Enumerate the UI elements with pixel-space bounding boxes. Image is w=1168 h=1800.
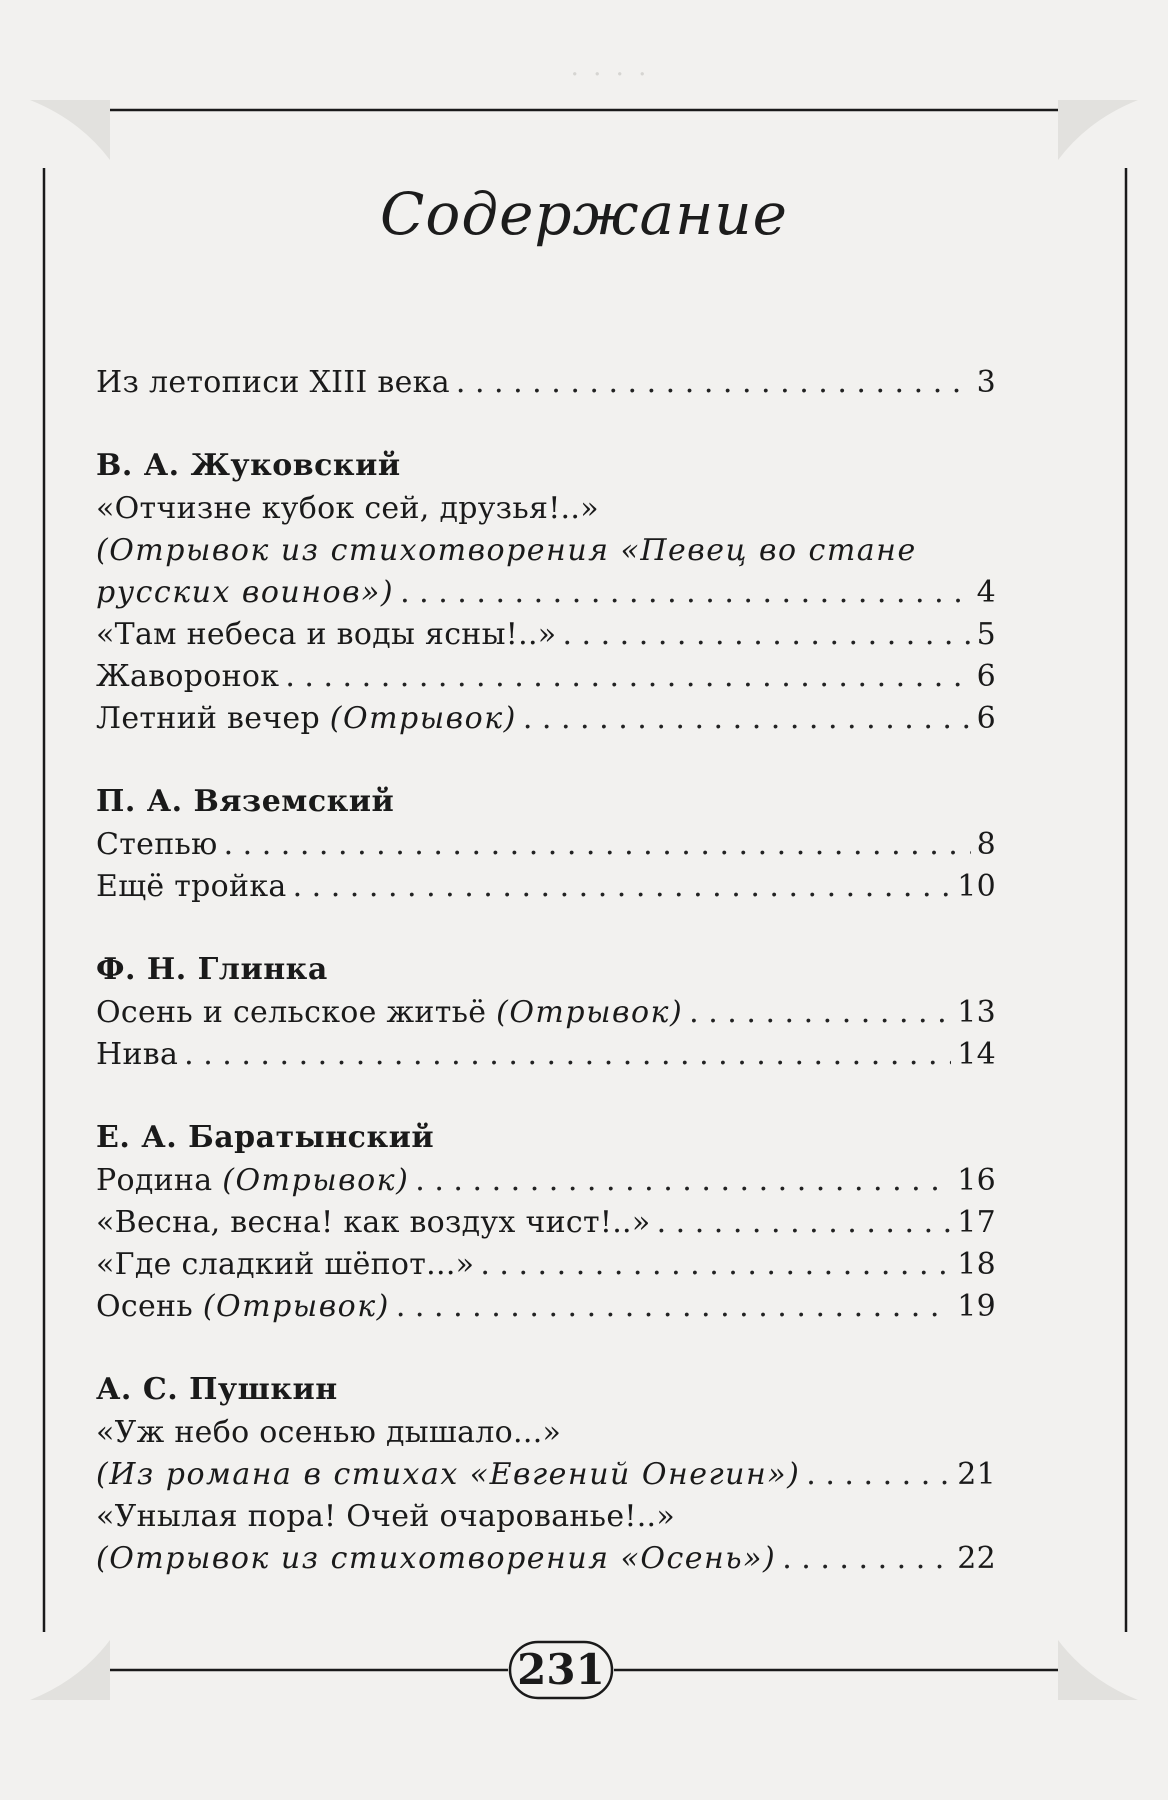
dot-leader [480,1244,951,1286]
entry-title: «Весна, весна! как воздух чист!..» [96,1205,651,1240]
entry-note: (Из романа в стихах «Евгений Онегин») [96,1457,801,1492]
dot-leader [293,866,952,908]
toc-entry [96,992,996,1034]
toc-entry [96,824,996,866]
entry-page: 6 [976,659,996,694]
dot-leader [285,656,970,698]
entry-note: (Отрывок из стихотворения «Осень») [96,1541,777,1576]
dot-leader [415,1160,951,1202]
entry-title-text: Летний вечер [96,701,320,736]
page-title: Содержание [380,180,788,248]
toc-entry [96,866,996,908]
entry-title: «Унылая пора! Очей очарованье!..» [96,1499,676,1534]
author-name: Ф. Н. Глинка [96,952,328,987]
toc-section-glinka [96,948,996,1076]
entry-note: (Отрывок) [222,1163,410,1198]
entry-title: Жаворонок [96,659,280,694]
toc-intro [96,362,996,404]
entry-page: 10 [957,869,996,904]
toc-entry [96,1286,996,1328]
entry-page: 4 [976,575,996,610]
entry-page: 5 [976,617,996,652]
entry-title [96,698,517,740]
entry-page: 13 [957,995,996,1030]
entry-title [96,1286,390,1328]
entry-title: Ещё тройка [96,869,287,904]
entry-page: 21 [957,1457,996,1492]
entry-page: 16 [957,1163,996,1198]
toc-entry [96,1454,996,1496]
author-name: П. А. Вяземский [96,784,395,819]
toc-entry [96,1160,996,1202]
dot-leader [657,1202,952,1244]
entry-page: 6 [976,701,996,736]
entry-title: «Где сладкий шёпот...» [96,1247,475,1282]
bleed-through-text: · · · · [570,60,650,90]
toc-entry [96,572,996,614]
dot-leader [562,614,970,656]
entry-title: «Уж небо осенью дышало...» [96,1415,562,1450]
entry-title-text: Родина [96,1163,213,1198]
toc-entry [96,656,996,698]
dot-leader [224,824,971,866]
entry-note: (Отрывок) [329,701,517,736]
entry-title: Из летописи XIII века [96,365,450,400]
toc-section-pushkin [96,1368,996,1580]
toc-entry [96,1034,996,1076]
entry-title: «Там небеса и воды ясны!..» [96,617,557,652]
entry-title [96,1160,409,1202]
entry-page: 8 [976,827,996,862]
entry-note: (Отрывок) [496,995,684,1030]
entry-page: 14 [957,1037,996,1072]
toc-section-zhukovsky [96,444,996,740]
toc-section-vyazemsky [96,780,996,908]
dot-leader [689,992,951,1034]
toc-entry [96,362,996,404]
entry-title [96,992,683,1034]
toc-entry [96,1538,996,1580]
author-name: Е. А. Баратынский [96,1120,435,1155]
entry-page: 17 [957,1205,996,1240]
dot-leader [396,1286,951,1328]
page-number: 231 [517,1645,605,1694]
entry-page: 3 [976,365,996,400]
dot-leader [400,572,971,614]
toc-section-baratynsky [96,1116,996,1328]
entry-note: (Отрывок) [202,1289,390,1324]
dot-leader [523,698,971,740]
author-name: В. А. Жуковский [96,448,401,483]
entry-title: «Отчизне кубок сей, друзья!..» [96,491,599,526]
table-of-contents [96,362,996,1620]
entry-title-text: Осень и сельское житьё [96,995,487,1030]
toc-entry [96,614,996,656]
entry-page: 18 [957,1247,996,1282]
toc-entry [96,698,996,740]
entry-title-text: Осень [96,1289,193,1324]
entry-page: 22 [957,1541,996,1576]
dot-leader [184,1034,951,1076]
entry-title: Нива [96,1037,179,1072]
dot-leader [806,1454,951,1496]
dot-leader [782,1538,951,1580]
toc-entry [96,1202,996,1244]
entry-title: Степью [96,827,218,862]
entry-note: (Отрывок из стихотворения «Певец во стане [96,533,917,568]
toc-entry [96,1244,996,1286]
author-name: А. С. Пушкин [96,1372,338,1407]
entry-note: русских воинов») [96,575,395,610]
entry-page: 19 [957,1289,996,1324]
dot-leader [456,362,971,404]
